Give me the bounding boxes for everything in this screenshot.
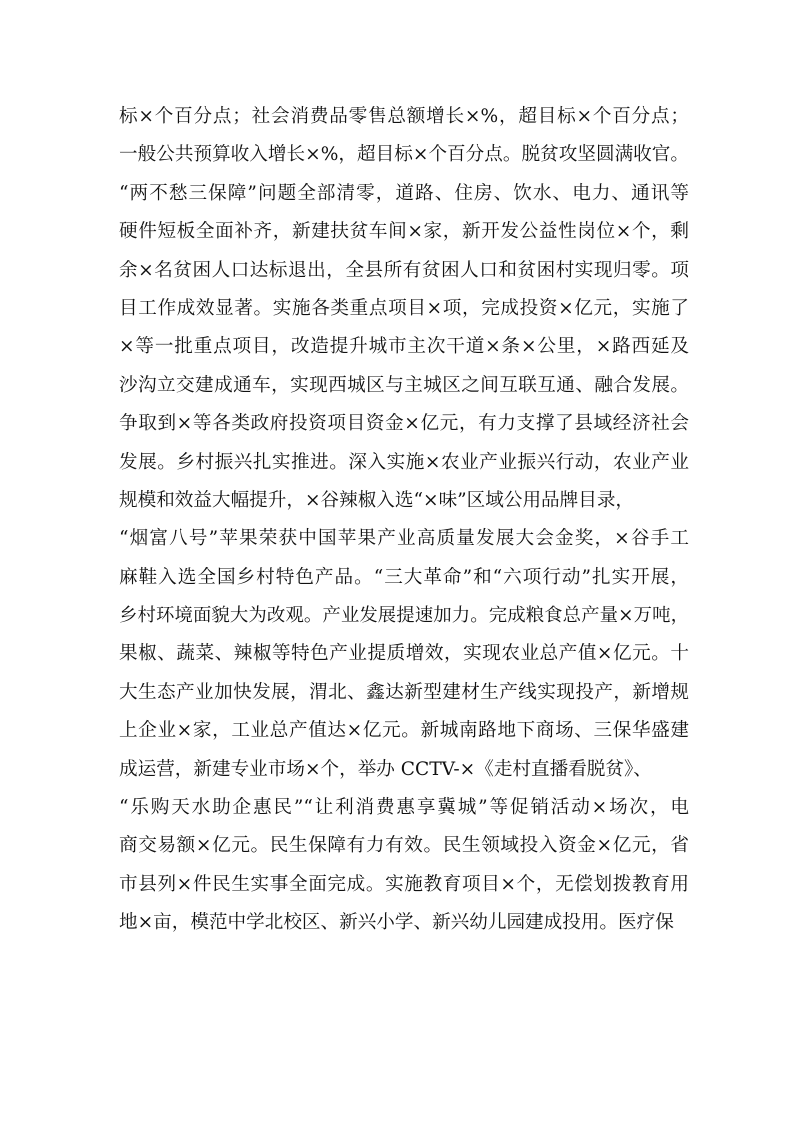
text-line-2: 一般公共预算收入增长×%，超目标×个百分点。脱贫攻坚圆满收官。 bbox=[119, 144, 689, 166]
text-line-9: 争取到×等各类政府投资项目资金×亿元，有力支撑了县域经济社会 bbox=[119, 413, 689, 435]
text-line-3: “两不愁三保障”问题全部清零，道路、住房、饮水、电力、通讯等 bbox=[119, 182, 689, 204]
text-line-6: 目工作成效显著。实施各类重点项目×项，完成投资×亿元，实施了 bbox=[119, 297, 689, 319]
text-line-22: 地×亩，模范中学北校区、新兴小学、新兴幼儿园建成投用。医疗保 bbox=[119, 912, 674, 934]
text-line-20: 商交易额×亿元。民生保障有力有效。民生领域投入资金×亿元，省 bbox=[119, 835, 689, 857]
text-line-12: “烟富八号”苹果荣获中国苹果产业高质量发展大会金奖，×谷手工 bbox=[119, 528, 689, 550]
text-line-4: 硬件短板全面补齐，新建扶贫车间×家，新开发公益性岗位×个，剩 bbox=[119, 221, 689, 243]
text-line-21: 市县列×件民生实事全面完成。实施教育项目×个，无偿划拨教育用 bbox=[119, 873, 689, 895]
text-line-19: “乐购天水助企惠民”“让利消费惠享冀城”等促销活动×场次，电 bbox=[119, 797, 689, 819]
text-line-1: 标×个百分点；社会消费品零售总额增长×%，超目标×个百分点； bbox=[119, 106, 689, 127]
body-text bbox=[119, 98, 689, 943]
text-line-11: 规模和效益大幅提升，×谷辣椒入选“×味”区域公用品牌目录， bbox=[119, 489, 635, 511]
text-line-8: 沙沟立交建成通车，实现西城区与主城区之间互联互通、融合发展。 bbox=[119, 374, 689, 396]
text-line-7: ×等一批重点项目，改造提升城市主次干道×条×公里，×路西延及 bbox=[119, 336, 689, 358]
text-line-16: 大生态产业加快发展，渭北、鑫达新型建材生产线实现投产，新增规 bbox=[119, 681, 689, 703]
text-line-14: 乡村环境面貌大为改观。产业发展提速加力。完成粮食总产量×万吨， bbox=[119, 605, 689, 627]
text-line-18: 成运营，新建专业市场×个，举办 CCTV-×《走村直播看脱贫》、 bbox=[119, 758, 652, 780]
text-line-10: 发展。乡村振兴扎实推进。深入实施×农业产业振兴行动，农业产业 bbox=[119, 451, 689, 473]
text-line-13: 麻鞋入选全国乡村特色产品。“三大革命”和“六项行动”扎实开展， bbox=[119, 566, 689, 588]
text-line-5: 余×名贫困人口达标退出，全县所有贫困人口和贫困村实现归零。项 bbox=[119, 259, 689, 281]
text-line-17: 上企业×家，工业总产值达×亿元。新城南路地下商场、三保华盛建 bbox=[119, 720, 689, 742]
text-line-15: 果椒、蔬菜、辣椒等特色产业提质增效，实现农业总产值×亿元。十 bbox=[119, 643, 689, 665]
